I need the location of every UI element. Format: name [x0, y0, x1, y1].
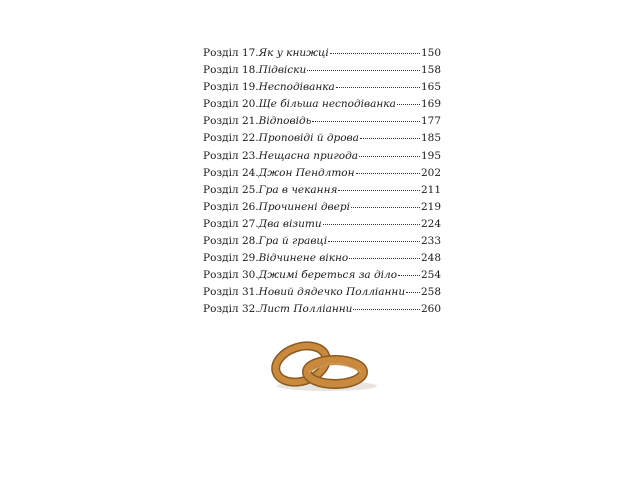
chapter-label: Розділ 24. [203, 166, 259, 179]
chapter-label: Розділ 17. [203, 47, 259, 59]
chapter-label: Розділ 19. [203, 81, 259, 94]
chapter-title: Два візити [258, 217, 322, 230]
wedding-rings-icon [265, 338, 385, 394]
page-number: 211 [420, 183, 441, 196]
dot-leader [338, 190, 420, 191]
page-number: 202 [420, 166, 441, 179]
page-number: 185 [420, 132, 441, 145]
page-number: 233 [420, 235, 441, 248]
toc-entry [203, 284, 441, 301]
dot-leader [349, 258, 420, 259]
page-number: 254 [420, 269, 441, 282]
dot-leader [406, 292, 420, 293]
chapter-label: Розділ 20. [203, 98, 259, 111]
chapter-label: Розділ 22. [203, 132, 259, 145]
toc-entry [203, 182, 441, 199]
chapter-label: Розділ 21. [203, 115, 259, 128]
dot-leader [398, 275, 420, 276]
toc-entry [203, 113, 441, 130]
page-number: 258 [420, 286, 441, 299]
toc-entry [203, 199, 441, 216]
page-number: 224 [420, 217, 441, 230]
chapter-title: Джимі береться за діло [258, 269, 398, 282]
chapter-title: Гра в чекання [258, 183, 338, 196]
page-number: 158 [420, 64, 441, 77]
page-number: 169 [420, 98, 441, 111]
dot-leader [336, 87, 420, 88]
toc-entry [203, 62, 441, 79]
table-of-contents [203, 45, 441, 319]
dot-leader [328, 241, 420, 242]
chapter-label: Розділ 18. [203, 64, 259, 77]
toc-entry [203, 165, 441, 182]
chapter-title: Джон Пендлтон [258, 166, 355, 179]
chapter-label: Розділ 32. [203, 303, 259, 316]
dot-leader [307, 70, 420, 71]
dot-leader [312, 121, 420, 122]
toc-entry [203, 301, 441, 318]
chapter-title: Як у книжці [258, 47, 329, 59]
chapter-label: Розділ 30. [203, 269, 259, 282]
dot-leader [397, 104, 420, 105]
chapter-title: Несподіванка [258, 81, 335, 94]
chapter-title: Ще більша несподіванка [258, 98, 396, 111]
chapter-title: Новий дядечко Полліанни [258, 286, 406, 299]
chapter-title: Нещасна пригода [258, 149, 358, 162]
chapter-label: Розділ 23. [203, 149, 259, 162]
chapter-label: Розділ 27. [203, 217, 259, 230]
page-number: 150 [420, 47, 441, 59]
chapter-label: Розділ 26. [203, 200, 259, 213]
toc-entry [203, 79, 441, 96]
chapter-label: Розділ 29. [203, 252, 259, 265]
dot-leader [330, 53, 420, 54]
toc-entry [203, 45, 441, 62]
chapter-title: Відповідь [258, 115, 312, 128]
page-number: 165 [420, 81, 441, 94]
page-number: 219 [420, 200, 441, 213]
chapter-title: Відчинене вікно [258, 252, 349, 265]
dot-leader [359, 156, 420, 157]
chapter-title: Прочинені двері [258, 200, 350, 213]
dot-leader [323, 224, 420, 225]
toc-entry [203, 148, 441, 165]
dot-leader [353, 309, 420, 310]
dot-leader [356, 173, 420, 174]
toc-entry [203, 267, 441, 284]
chapter-title: Проповіді й дрова [258, 132, 359, 145]
toc-entry [203, 96, 441, 113]
chapter-title: Підвіски [258, 64, 307, 77]
toc-entry [203, 216, 441, 233]
page-number: 177 [420, 115, 441, 128]
toc-entry [203, 233, 441, 250]
page-number: 195 [420, 149, 441, 162]
chapter-title: Гра й гравці [258, 235, 328, 248]
toc-entry [203, 130, 441, 147]
dot-leader [351, 207, 420, 208]
chapter-label: Розділ 28. [203, 235, 259, 248]
chapter-label: Розділ 25. [203, 183, 259, 196]
toc-entry [203, 250, 441, 267]
chapter-title: Лист Полліанни [258, 303, 353, 316]
dot-leader [360, 138, 420, 139]
page-number: 248 [420, 252, 441, 265]
page-number: 260 [420, 303, 441, 316]
chapter-label: Розділ 31. [203, 286, 259, 299]
